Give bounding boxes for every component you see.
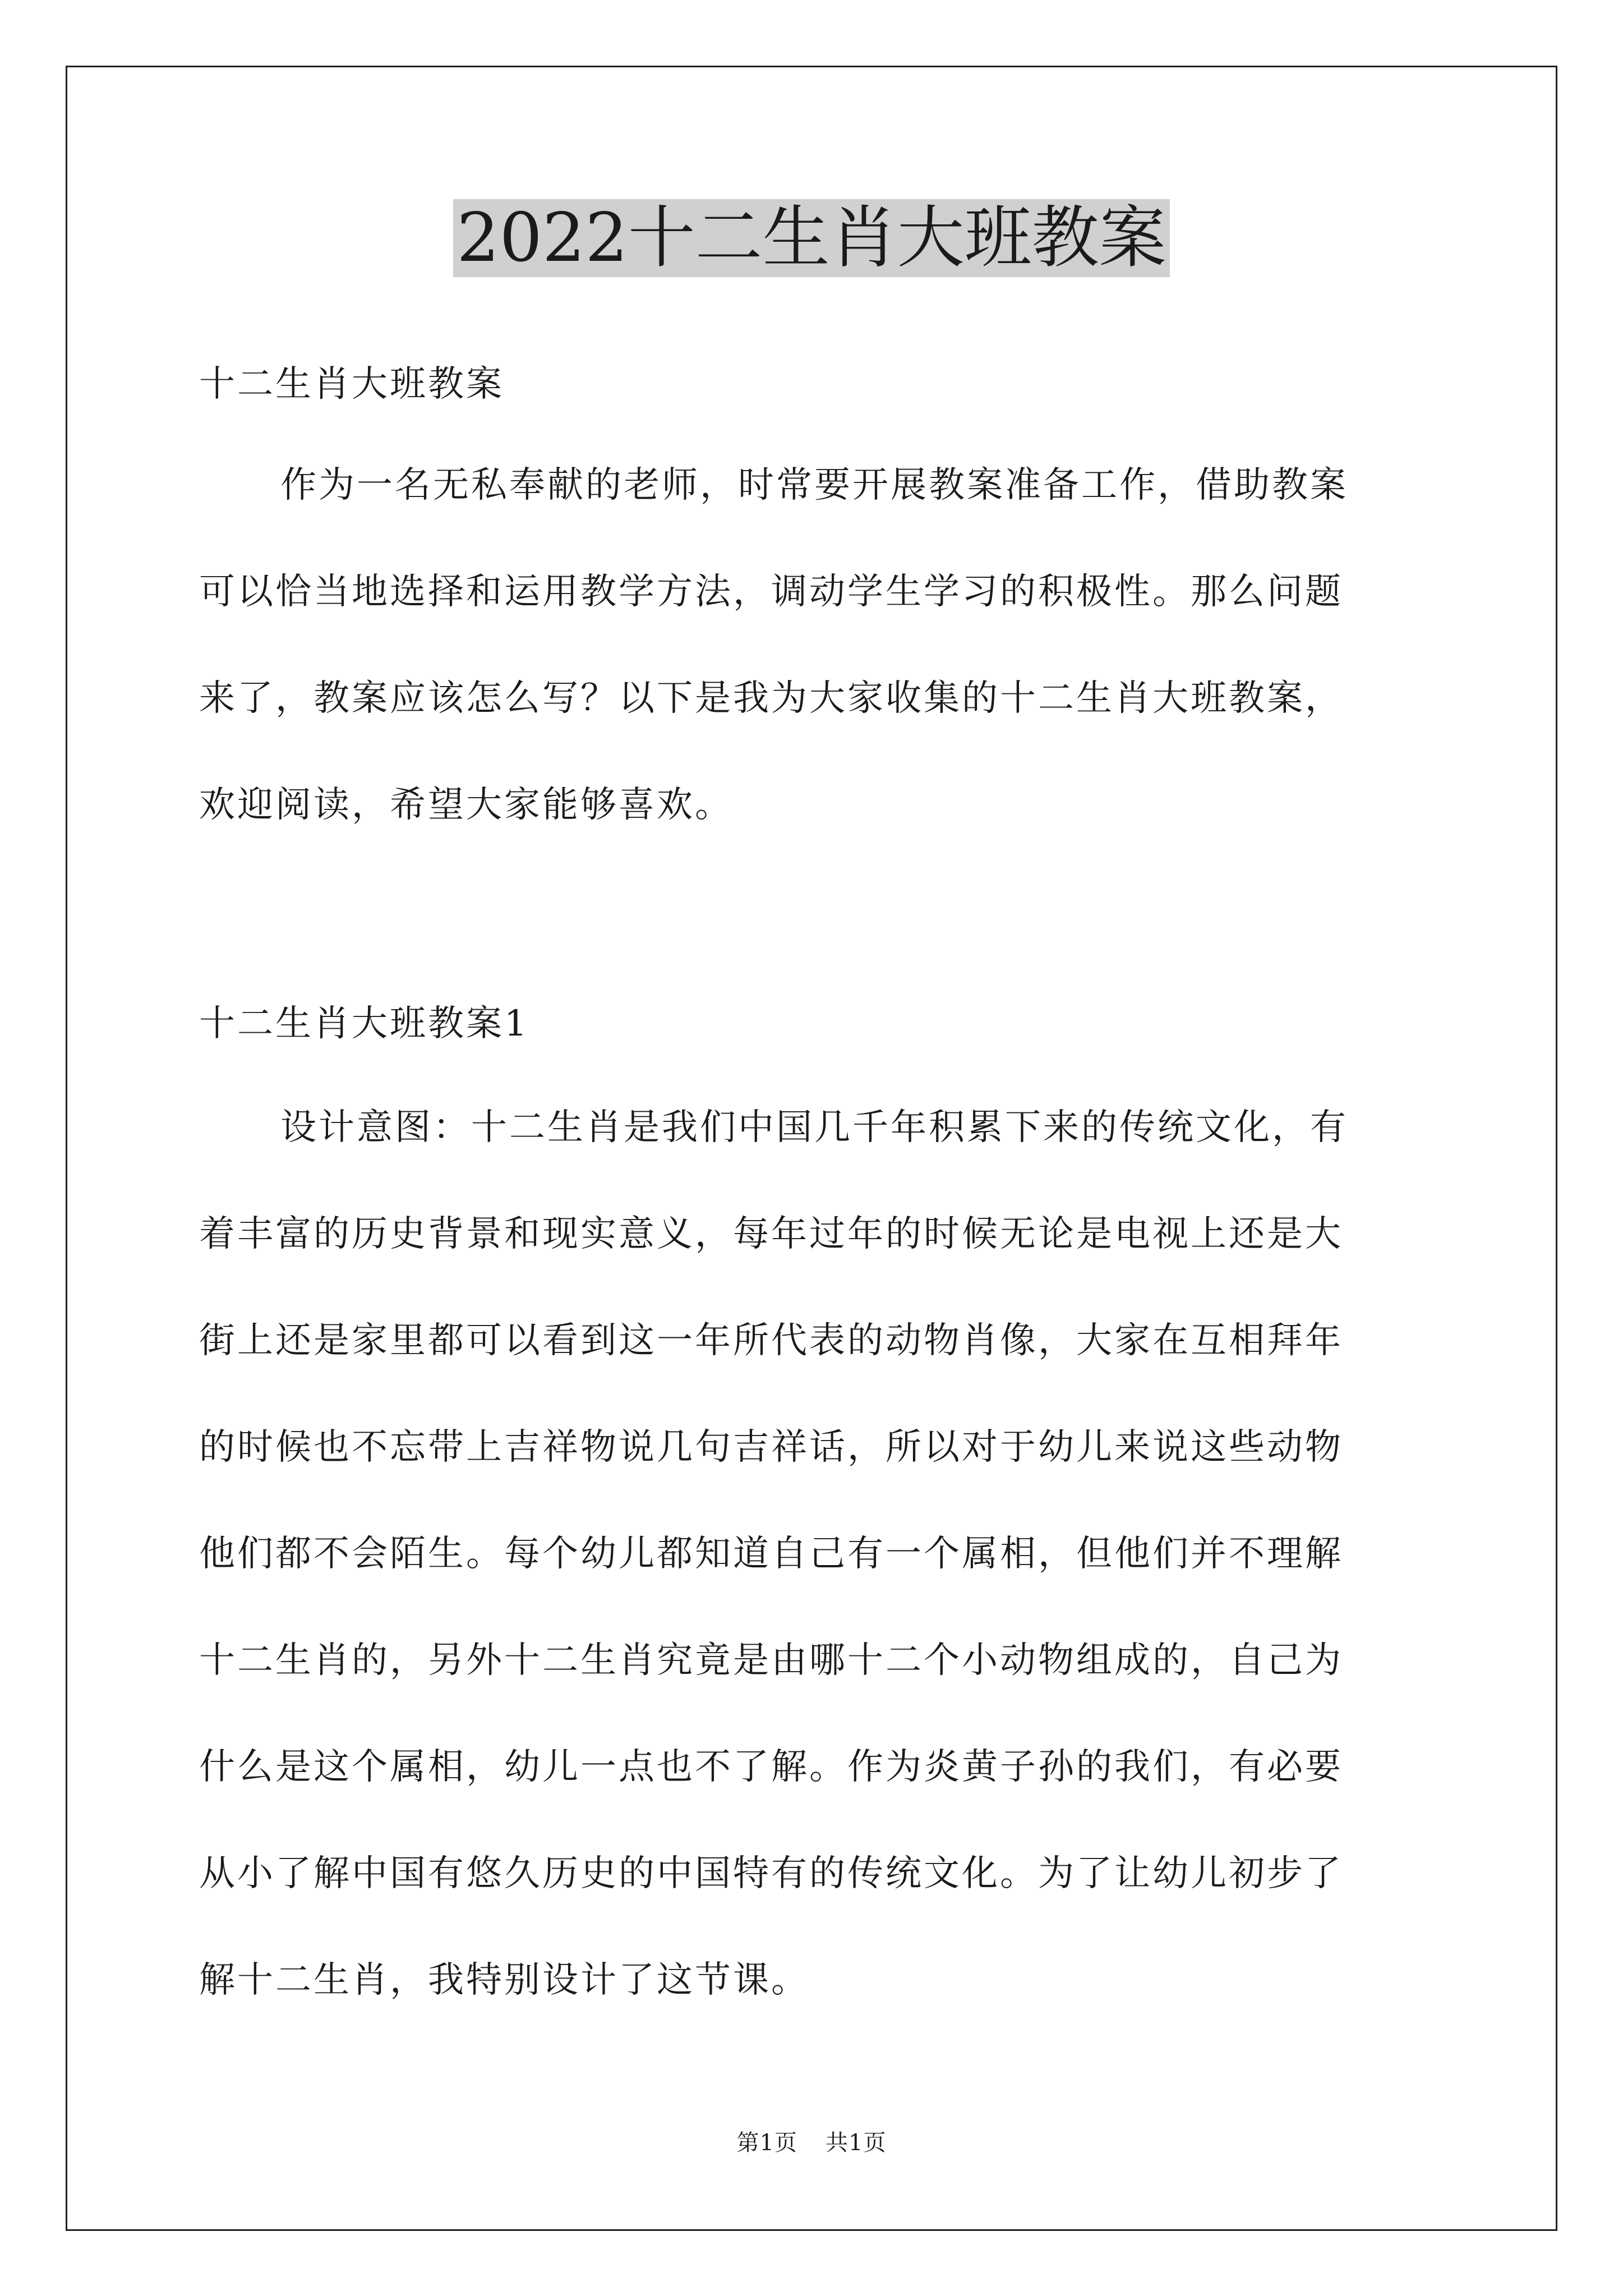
document-title: 2022十二生肖大班教案 — [0, 199, 1623, 278]
intro-line: 欢迎阅读，希望大家能够喜欢。 — [199, 784, 733, 826]
intro-line: 来了，教案应该怎么写？以下是我为大家收集的十二生肖大班教案， — [199, 678, 1343, 719]
body-line: 从小了解中国有悠久历史的中国特有的传统文化。为了让幼儿初步了 — [199, 1853, 1343, 1894]
body-line: 他们都不会陌生。每个幼儿都知道自己有一个属相，但他们并不理解 — [199, 1533, 1343, 1575]
body-line: 着丰富的历史背景和现实意义，每年过年的时候无论是电视上还是大 — [199, 1213, 1343, 1255]
page-footer — [0, 2129, 1623, 2157]
body-line: 的时候也不忘带上吉祥物说几句吉祥话，所以对于幼儿来说这些动物 — [199, 1427, 1343, 1468]
body-line: 十二生肖的，另外十二生肖究竟是由哪十二个小动物组成的，自己为 — [199, 1640, 1343, 1681]
body-line: 街上还是家里都可以看到这一年所代表的动物肖像，大家在互相拜年 — [199, 1320, 1343, 1361]
document-subtitle: 十二生肖大班教案 — [199, 364, 504, 405]
body-line: 解十二生肖，我特别设计了这节课。 — [199, 1959, 809, 2001]
page-number: 第1页 — [736, 2130, 797, 2156]
body-line: 什么是这个属相，幼儿一点也不了解。作为炎黄子孙的我们，有必要 — [199, 1746, 1343, 1788]
page-total: 共1页 — [826, 2130, 887, 2156]
intro-line: 可以恰当地选择和运用教学方法，调动学生学习的积极性。那么问题 — [199, 571, 1343, 613]
intro-line: 作为一名无私奉献的老师，时常要开展教案准备工作，借助教案 — [280, 464, 1348, 506]
section-heading: 十二生肖大班教案1 — [199, 1003, 529, 1045]
body-line: 设计意图：十二生肖是我们中国几千年积累下来的传统文化，有 — [280, 1107, 1348, 1148]
